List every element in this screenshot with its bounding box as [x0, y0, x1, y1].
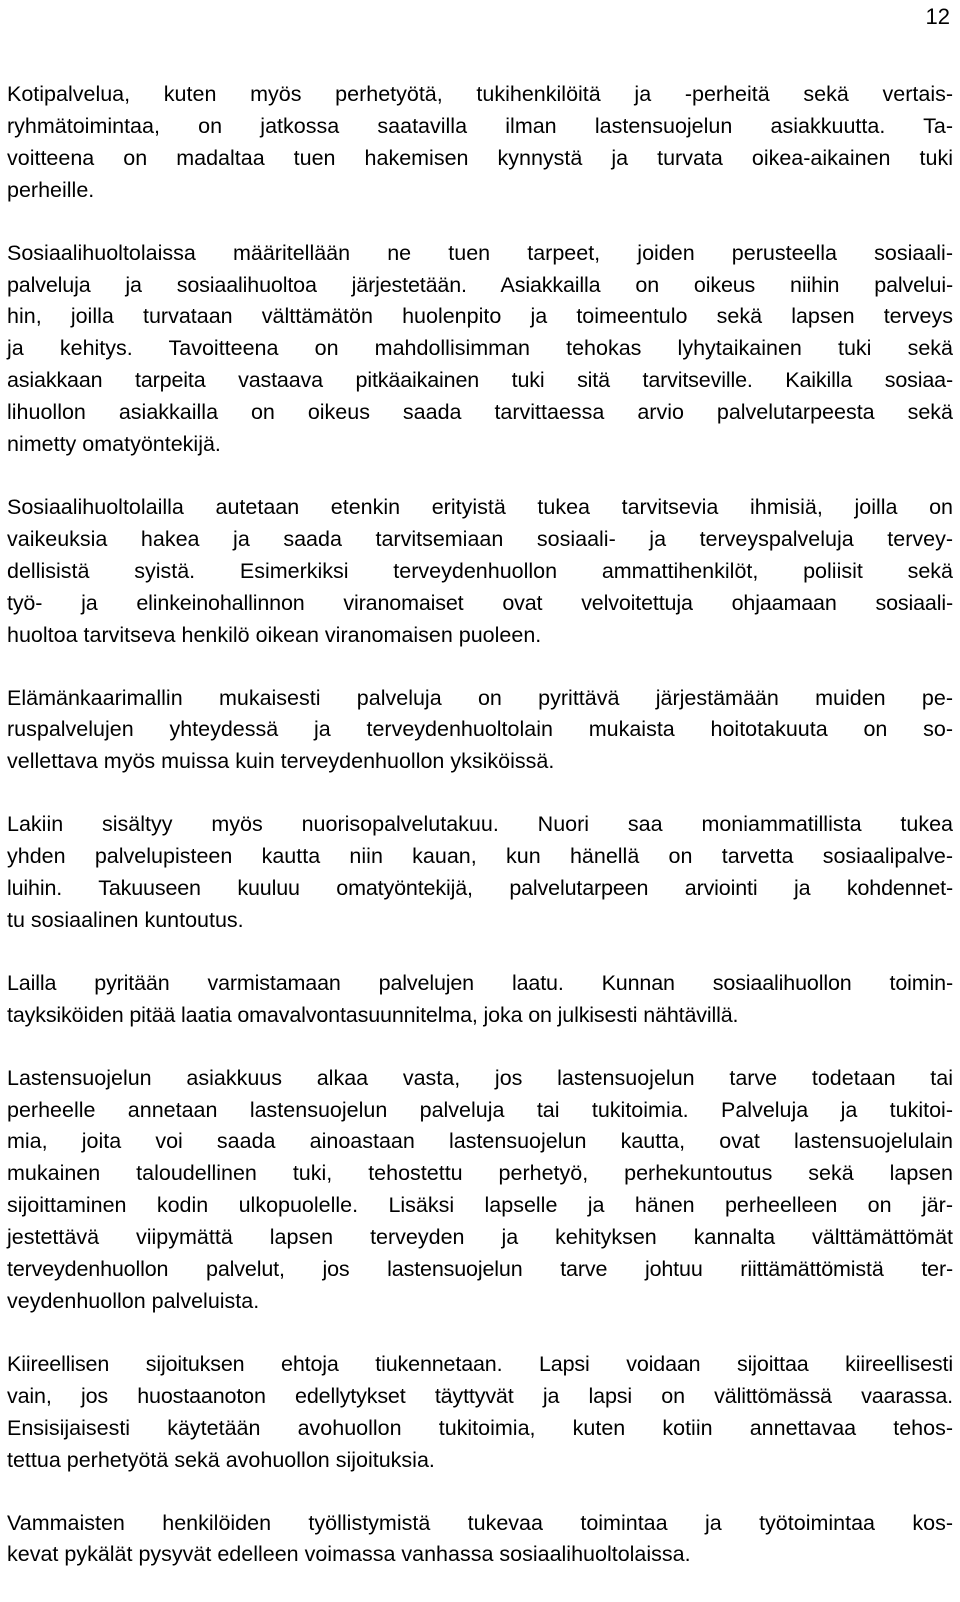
text-line: Lastensuojelun asiakkuus alkaa vasta, jos lastensuojelun tarve todetaan tai	[7, 1065, 953, 1090]
paragraph-youth-guarantee	[7, 809, 953, 937]
text-line: veydenhuollon palveluista.	[7, 1289, 260, 1313]
text-line: hin, joilla turvataan välttämätön huolenpito ja toimeentulo sekä lapsen terveys	[7, 304, 953, 329]
text-line: tayksiköiden pitää laatia omavalvontasuunnitelma, joka on julkisesti nähtävillä.	[7, 1002, 739, 1027]
text-line: tu sosiaalinen kuntoutus.	[7, 907, 244, 932]
text-line: vaikeuksia hakea ja saada tarvitsemiaan sosiaali- ja terveyspalveluja tervey-	[7, 526, 953, 551]
text-line: Lakiin sisältyy myös nuorisopalvelutakuu. Nuori saa moniammatillista tukea	[7, 812, 953, 837]
text-line: perheille.	[7, 177, 95, 202]
text-line: Lailla pyritään varmistamaan palvelujen laatu. Kunnan sosiaalihuollon toimin-	[7, 970, 953, 995]
paragraph-child-welfare	[7, 1063, 953, 1318]
paragraph-disability-employment	[7, 1508, 953, 1572]
text-line: Ensisijaisesti käytetään avohuollon tukitoimia, kuten kotiin annettavaa tehos-	[7, 1415, 953, 1440]
text-line: kevat pykälät pysyvät edelleen voimassa vanhassa sosiaalihuoltolaissa.	[7, 1542, 691, 1567]
text-line: Elämänkaarimallin mukaisesti palveluja on pyrittävä järjestämään muiden pe-	[7, 685, 953, 710]
text-line: sijoittaminen kodin ulkopuolelle. Lisäksi lapselle ja hänen perheelleen on jär-	[7, 1193, 953, 1218]
paragraph-home-services	[7, 79, 953, 207]
text-line: ja kehitys. Tavoitteena on mahdollisimman tehokas lyhytaikainen tuki sekä	[7, 336, 953, 361]
document-body	[7, 79, 953, 1602]
paragraph-service-needs	[7, 238, 953, 461]
text-line: mia, joita voi saada ainoastaan lastensuojelun kautta, ovat lastensuojelulain	[7, 1129, 953, 1154]
paragraph-special-support	[7, 492, 953, 652]
text-line: vain, jos huostaanoton edellytykset täyttyvät ja lapsi on välittömässä vaarassa.	[7, 1383, 953, 1408]
text-line: luihin. Takuuseen kuuluu omatyöntekijä, palvelutarpeen arviointi ja kohdennet-	[7, 876, 953, 901]
text-line: nimetty omatyöntekijä.	[7, 432, 221, 457]
paragraph-urgent-placement	[7, 1349, 953, 1477]
text-line: Sosiaalihuoltolailla autetaan etenkin erityistä tukea tarvitsevia ihmisiä, joilla on	[7, 494, 953, 519]
page-number: 12	[925, 4, 950, 29]
text-line: palveluja ja sosiaalihuoltoa järjestetään. Asiakkailla on oikeus niihin palvelui-	[7, 272, 953, 297]
text-line: lihuollon asiakkailla on oikeus saada tarvittaessa arvio palvelutarpeesta sekä	[7, 400, 953, 425]
paragraph-life-cycle-model	[7, 683, 953, 779]
text-line: työ- ja elinkeinohallinnon viranomaiset ovat velvoitettuja ohjaamaan sosiaali-	[7, 590, 953, 615]
text-line: tettua perhetyötä sekä avohuollon sijoituksia.	[7, 1447, 435, 1472]
text-line: jestettävä viipymättä lapsen terveyden ja kehityksen kannalta välttämättömät	[7, 1225, 953, 1250]
text-line: perheelle annetaan lastensuojelun palveluja tai tukitoimia. Palveluja ja tukitoi-	[7, 1097, 953, 1122]
text-line: asiakkaan tarpeita vastaava pitkäaikainen tuki sitä tarvitseville. Kaikilla sosiaa-	[7, 368, 953, 393]
text-line: terveydenhuollon palvelut, jos lastensuojelun tarve johtuu riittämättömistä ter-	[7, 1257, 953, 1282]
text-line: mukainen taloudellinen tuki, tehostettu perhetyö, perhekuntoutus sekä lapsen	[7, 1161, 953, 1186]
text-line: Vammaisten henkilöiden työllistymistä tukevaa toimintaa ja työtoimintaa kos-	[7, 1510, 953, 1535]
text-line: ruspalvelujen yhteydessä ja terveydenhuoltolain mukaista hoitotakuuta on so-	[7, 717, 953, 742]
text-line: yhden palvelupisteen kautta niin kauan, kun hänellä on tarvetta sosiaalipalve-	[7, 844, 953, 869]
text-line: Kiireellisen sijoituksen ehtoja tiukennetaan. Lapsi voidaan sijoittaa kiireellisesti	[7, 1351, 953, 1376]
paragraph-service-quality	[7, 968, 953, 1032]
text-line: voitteena on madaltaa tuen hakemisen kynnystä ja turvata oikea-aikainen tuki	[7, 145, 953, 170]
text-line: Sosiaalihuoltolaissa määritellään ne tuen tarpeet, joiden perusteella sosiaali-	[7, 240, 953, 265]
text-line: ryhmätoimintaa, on jatkossa saatavilla ilman lastensuojelun asiakkuutta. Ta-	[7, 113, 953, 138]
text-line: dellisistä syistä. Esimerkiksi terveydenhuollon ammattihenkilöt, poliisit sekä	[7, 558, 953, 583]
text-line: Kotipalvelua, kuten myös perhetyötä, tukihenkilöitä ja -perheitä sekä vertais-	[7, 82, 953, 106]
text-line: huoltoa tarvitseva henkilö oikean viranomaisen puoleen.	[7, 622, 542, 647]
text-line: vellettava myös muissa kuin terveydenhuollon yksiköissä.	[7, 749, 555, 774]
